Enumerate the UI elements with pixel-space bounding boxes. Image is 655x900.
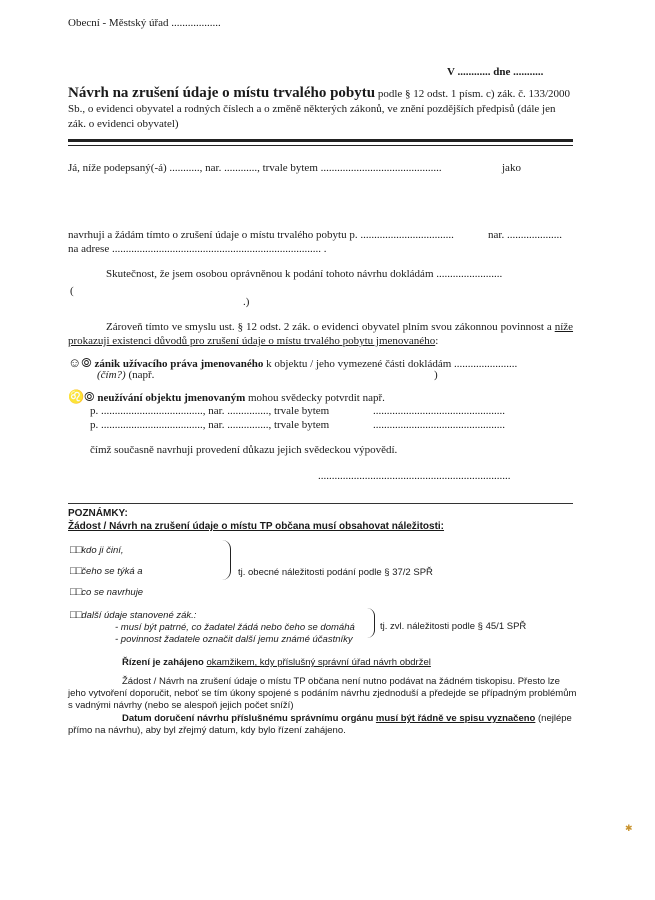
signature-line: ...................................................................... [318,470,511,482]
checkbox-icon: □□ [70,544,82,556]
option-nonuse [68,389,385,405]
note-date-underlined: musí být řádně ve spisu vyznačeno [375,713,536,724]
option-termination-bold: zánik užívacího práva jmenovaného [94,358,264,370]
note-item-proposal [70,586,143,598]
office-line: Obecní - Městský úřad .................. [68,17,221,29]
brace-general [222,540,231,580]
option-termination-italic: (čím?) [97,369,126,381]
note-special-requirements: tj. zvl. náležitosti podle § 45/1 SPŘ [380,621,527,632]
option-termination-close: ) [434,369,438,381]
document-title [68,86,573,132]
address-line: na adrese ............................................................................ . [68,243,327,255]
note-paragraph-date [68,713,578,737]
stain-mark: ✱ [625,823,633,833]
option-termination-example: (např. [128,369,155,381]
authorization-line: Skutečnost, že jsem osobou oprávněnou k podání tohoto návrhu dokládám ........................ [106,268,503,280]
note-item-who [70,544,124,556]
notes-divider [68,503,573,504]
note-proceedings-underlined: okamžikem, kdy příslušný správní úřad návrh obdržel [206,657,431,668]
witness-2: p. ....................................., nar. ..............., trvale bytem [90,419,330,431]
notes-subheading: Žádost / Návrh na zrušení údaje o místu TP občana musí obsahovat náležitosti: [68,521,445,532]
note-proceedings-bold: Řízení je zahájeno [122,657,204,668]
note-item-other [70,609,196,621]
note-general-requirements: tj. obecné náležitosti podání podle § 37/2 SPŘ [238,567,433,578]
note-date-rest: (nejlépe přímo na návrhu), aby byl zřejmý datum, kdy bylo řízení zahájeno. [68,713,572,736]
note-item-who-text: kdo ji činí, [81,545,124,556]
obligation-text: Zároveň tímto ve smyslu ust. § 12 odst. 2 zák. o evidenci obyvatel plním svou zákonnou [106,321,498,333]
request-line: navrhuji a žádám tímto o zrušení údaje o místu trvalého pobytu p. .................................. [68,229,454,241]
title-rule-thin [68,145,573,146]
obligation-underlined: níže prokazuji existenci důvodů pro zrušení údaje o místu trvalého pobytu jmenovaného [68,321,574,347]
obligation-paragraph [68,320,573,348]
option-nonuse-bold: neužívání objektu jmenovaným [97,392,246,404]
obligation-pre: povinnost a [500,321,552,333]
note-paragraph-form: Žádost / Návrh na zrušení údaje o místu TP občana není nutno podávat na žádném tiskopisu. Přesto lze jeho vytvoření doporučit, neboť se tím úkony spojené s podáním návrhu zjednoduší a předejde se případným problémům s vadnými návrhy (nebo se alespoň jejich počet sníží) [68,676,577,711]
note-proceedings [122,657,431,668]
note-item-subject [70,565,143,577]
request-birth: nar. .................... [488,229,562,241]
option-nonuse-symbol: ♌⦾ [68,389,95,404]
title-main: Návrh na zrušení údaje o místu trvalého pobytu [68,85,376,101]
option-termination-symbol: ☺⦾ [68,355,92,370]
place-date-line: V ............ dne ........... [447,66,544,78]
option-nonuse-rest: mohou svědecky potvrdit např. [248,392,385,404]
checkbox-icon: □□ [70,586,82,598]
paren-open: ( [70,285,74,297]
applicant-as: jako [502,162,521,174]
checkbox-icon: □□ [70,565,82,577]
note-date-bold: Datum doručení návrhu příslušnému správnímu orgánu [122,713,374,724]
option-termination-question [97,369,154,381]
notes-heading: POZNÁMKY: [68,508,128,519]
witness-1: p. ....................................., nar. ..............., trvale bytem [90,405,330,417]
evidence-line: čímž současně navrhuji provedení důkazu jejich svědeckou výpovědí. [90,444,398,456]
witness-2-address: ................................................ [373,419,505,431]
paren-close: .) [243,296,250,308]
title-rule-thick [68,139,573,142]
note-item-proposal-text: co se navrhuje [81,587,144,598]
checkbox-icon: □□ [70,609,82,621]
obligation-colon: : [435,335,439,347]
title-rest: podle § 12 odst. 1 písm. c) zák. č. 133/2000 Sb., o evidenci obyvatel a rodných číslech a o změně některých zákonů, ve znění pozdějších předpisů (dále jen zák. o evidenci obyvatel) [68,88,571,130]
brace-special [367,608,375,638]
note-item-other-b: - povinnost žadatele označit další jemu známé účastníky [115,634,353,645]
witness-1-address: ................................................ [373,405,505,417]
note-item-other-text: další údaje stanovené zák.: [81,610,197,621]
note-item-other-a: - musí být patrné, co žadatel žádá nebo čeho se domáhá [115,622,355,633]
applicant-line: Já, níže podepsaný(-á) ..........., nar. ............, trvale bytem ............................................ [68,162,442,174]
note-item-subject-text: čeho se týká a [81,566,143,577]
option-termination-rest: k objektu / jeho vymezené části dokládám ....................... [266,358,518,370]
